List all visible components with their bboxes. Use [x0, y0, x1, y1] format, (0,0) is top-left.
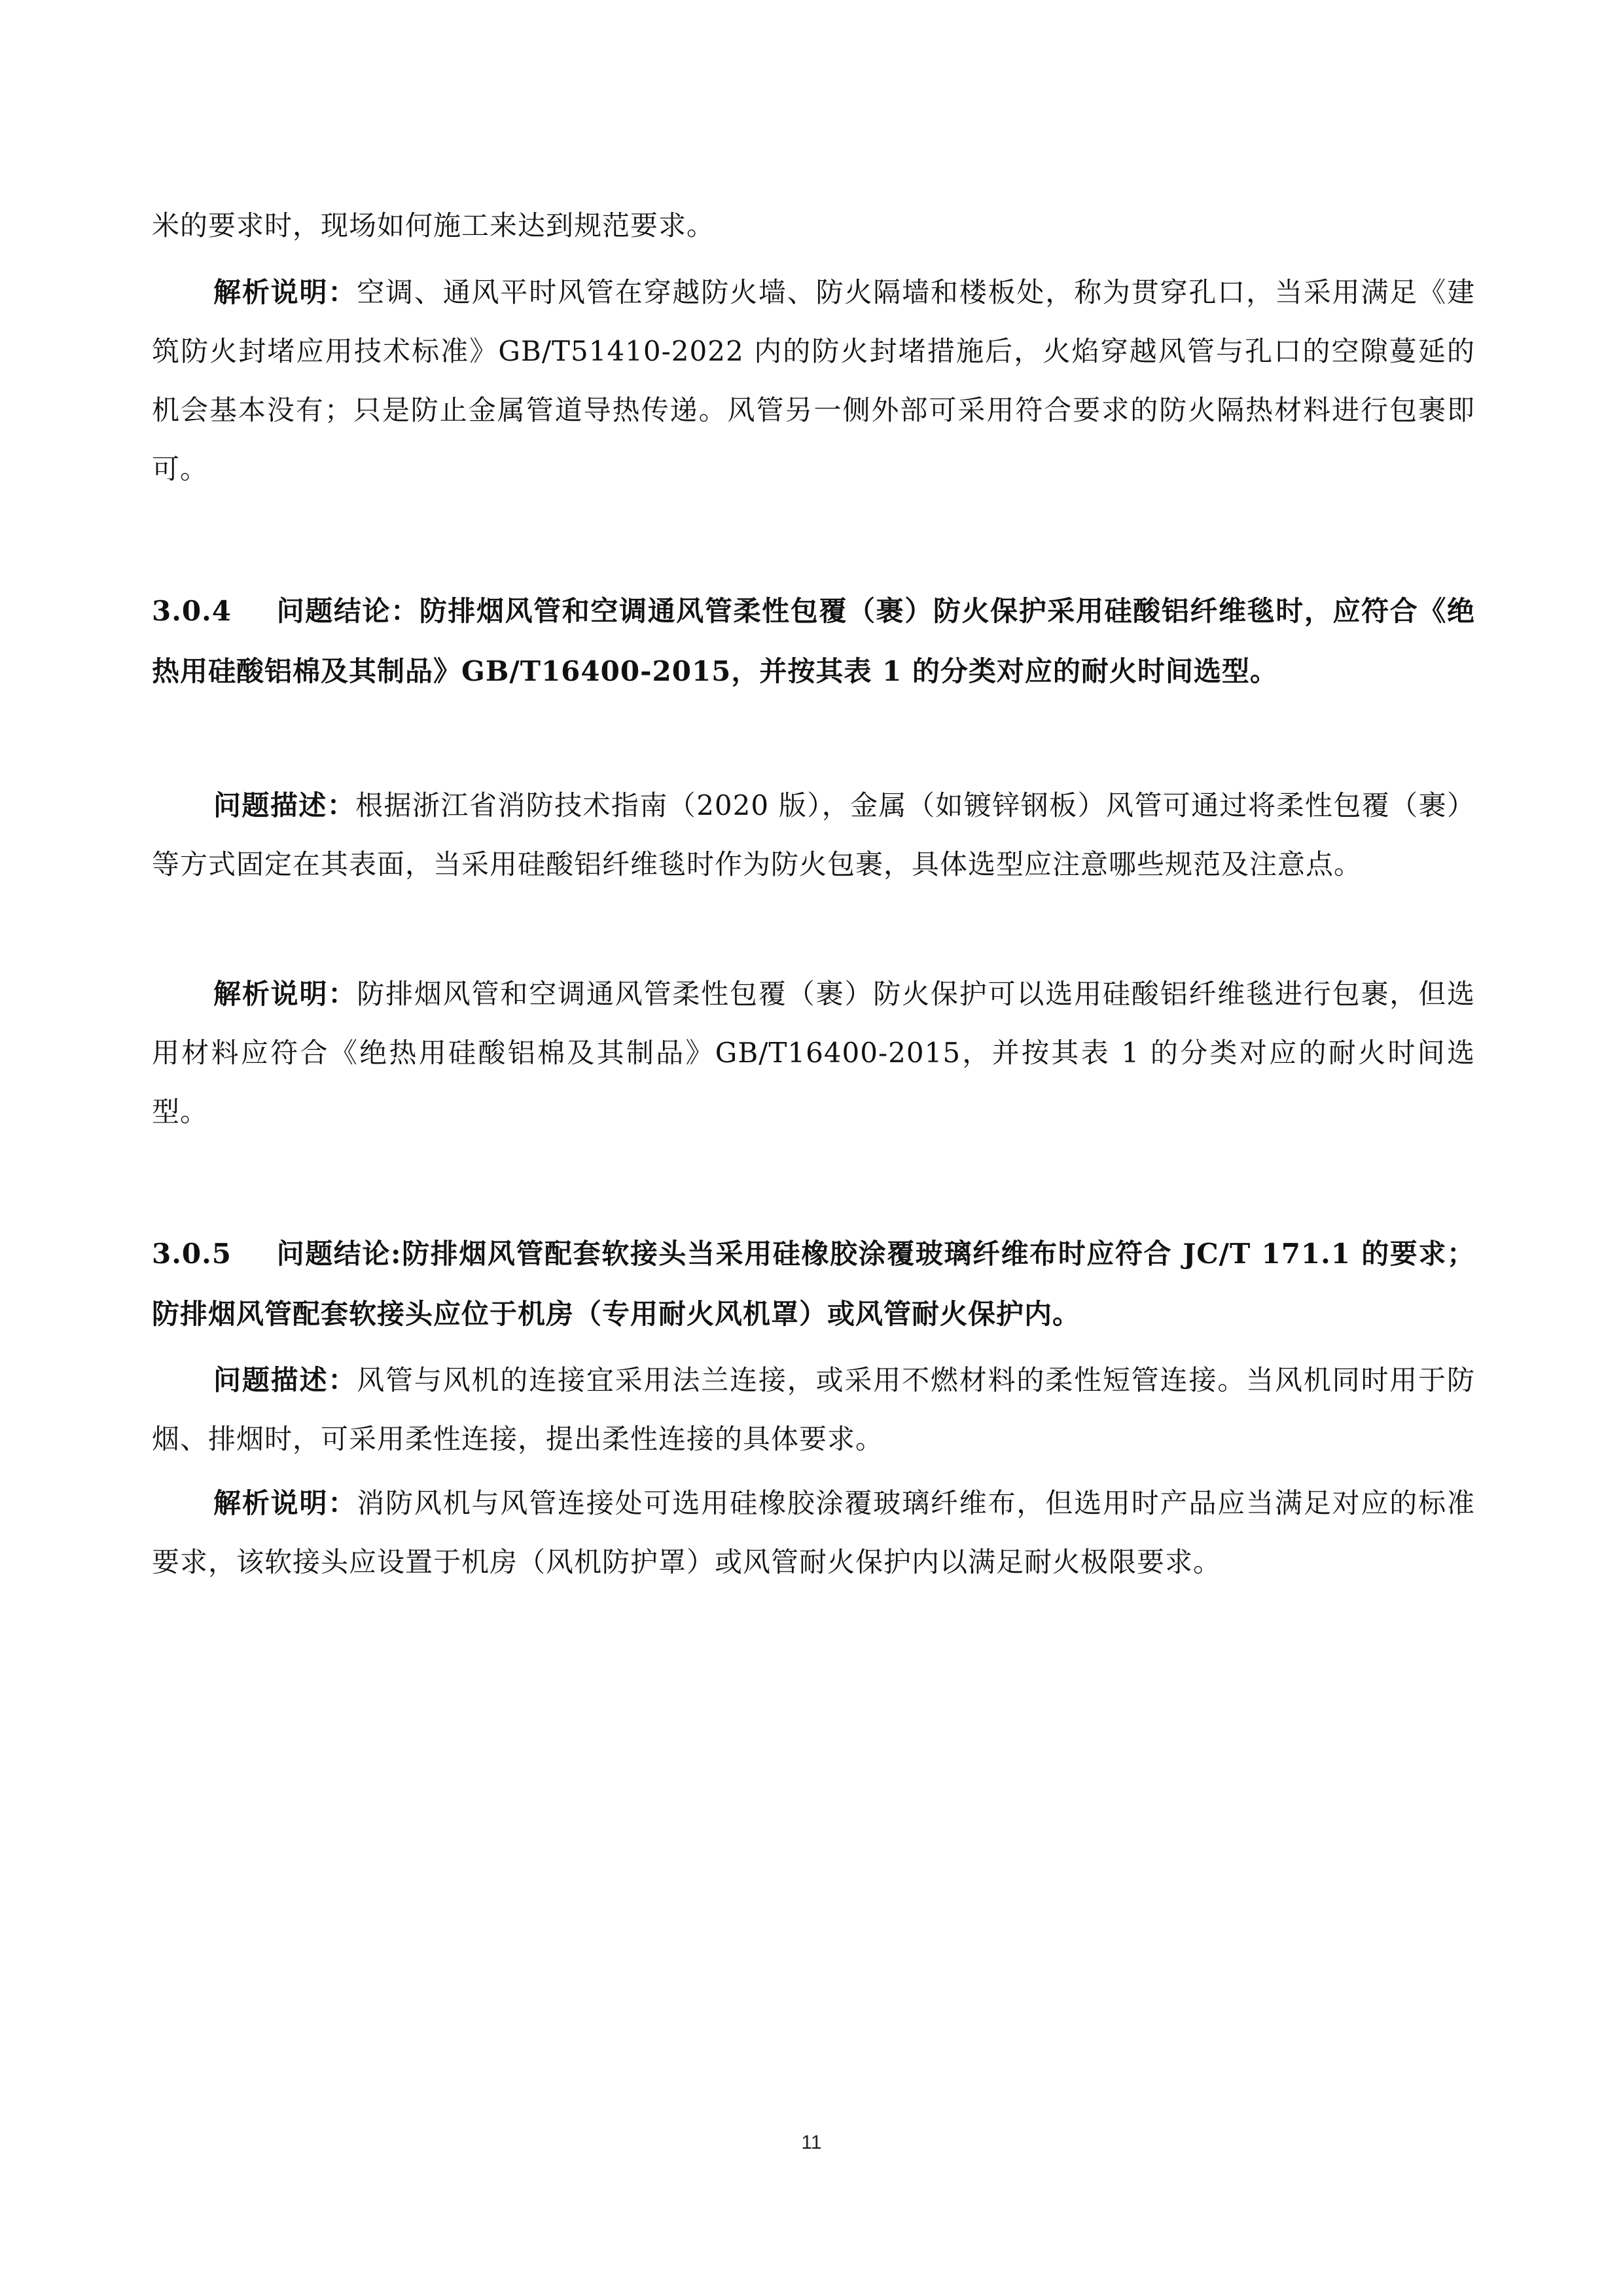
section-304-heading [152, 581, 1475, 702]
section-305-heading [152, 1224, 1475, 1344]
analysis-text: 空调、通风平时风管在穿越防火墙、防火隔墙和楼板处，称为贯穿孔口，当采用满足《建筑防火封堵应用技术标准》GB/T51410-2022 内的防火封堵措施后，火焰穿越风管与孔口的空隙蔓延的机会基本没有；只是防止金属管道导热传递。风管另一侧外部可采用符合要求的防火隔热材料进行包裹即可。 [152, 276, 1475, 485]
description-label: 问题描述： [213, 1364, 357, 1396]
description-label: 问题描述： [213, 789, 356, 821]
section-number: 3.0.4 [152, 595, 232, 627]
analysis-label: 解析说明： [213, 276, 357, 308]
intro-analysis-paragraph [152, 263, 1475, 499]
analysis-text: 消防风机与风管连接处可选用硅橡胶涂覆玻璃纤维布，但选用时产品应当满足对应的标准要求，该软接头应设置于机房（风机防护罩）或风管耐火保护内以满足耐火极限要求。 [152, 1487, 1475, 1578]
analysis-label: 解析说明： [213, 1487, 357, 1519]
continuation-paragraph [152, 196, 1475, 255]
description-text: 根据浙江省消防技术指南（2020 版），金属（如镀锌钢板）风管可通过将柔性包覆（裹）等方式固定在其表面，当采用硅酸铝纤维毯时作为防火包裹，具体选型应注意哪些规范及注意点。 [152, 789, 1475, 880]
section-number: 3.0.5 [152, 1238, 232, 1270]
section-304-description [152, 776, 1475, 894]
section-conclusion: 问题结论：防排烟风管和空调通风管柔性包覆（裹）防火保护采用硅酸铝纤维毯时，应符合《绝热用硅酸铝棉及其制品》GB/T16400-2015，并按其表 1 的分类对应的耐火时间选型。 [152, 595, 1475, 687]
section-304-analysis [152, 965, 1475, 1141]
section-305-analysis [152, 1474, 1475, 1592]
analysis-text: 防排烟风管和空调通风管柔性包覆（裹）防火保护可以选用硅酸铝纤维毯进行包裹，但选用材料应符合《绝热用硅酸铝棉及其制品》GB/T16400-2015，并按其表 1 的分类对应的耐火时间选型。 [152, 978, 1475, 1128]
continuation-text: 米的要求时，现场如何施工来达到规范要求。 [152, 209, 715, 242]
section-conclusion: 问题结论:防排烟风管配套软接头当采用硅橡胶涂覆玻璃纤维布时应符合 JC/T 171.1 的要求； 防排烟风管配套软接头应位于机房（专用耐火风机罩）或风管耐火保护内。 [152, 1238, 1475, 1330]
description-text: 风管与风机的连接宜采用法兰连接，或采用不燃材料的柔性短管连接。当风机同时用于防烟、排烟时，可采用柔性连接，提出柔性连接的具体要求。 [152, 1364, 1475, 1455]
page-number: 11 [801, 2132, 822, 2153]
section-305-description [152, 1351, 1475, 1469]
analysis-label: 解析说明： [213, 978, 357, 1010]
